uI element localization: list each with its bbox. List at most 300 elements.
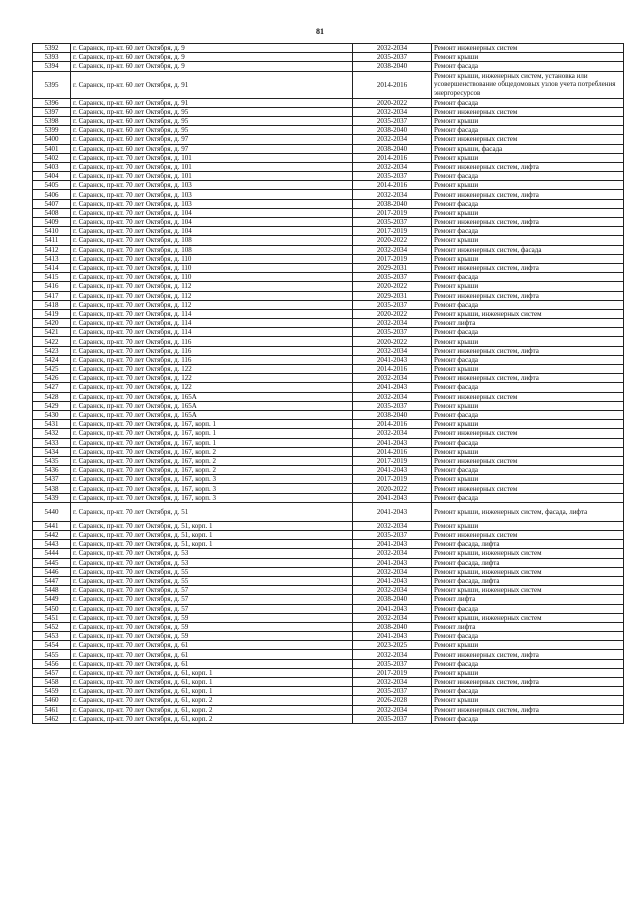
table-row [33,227,624,236]
cell-work-type: Ремонт инженерных систем [432,484,624,493]
cell-row-number: 5431 [33,420,71,429]
table-row [33,162,624,171]
cell-period: 2020-2022 [353,484,432,493]
cell-period: 2041-2043 [353,558,432,567]
cell-address: г. Саранск, пр-кт. 70 лет Октября, д. 104 [71,218,353,227]
cell-row-number: 5462 [33,714,71,723]
cell-row-number: 5448 [33,586,71,595]
cell-period: 2038-2040 [353,622,432,631]
cell-row-number: 5449 [33,595,71,604]
cell-address: г. Саранск, пр-кт. 70 лет Октября, д. 116 [71,346,353,355]
cell-address: г. Саранск, пр-кт. 70 лет Октября, д. 165А [71,410,353,419]
table-row [33,337,624,346]
cell-period: 2014-2016 [353,181,432,190]
cell-row-number: 5441 [33,521,71,530]
cell-period: 2017-2019 [353,475,432,484]
table-row [33,181,624,190]
table-row [33,392,624,401]
cell-address: г. Саранск, пр-кт. 60 лет Октября, д. 97 [71,144,353,153]
cell-row-number: 5425 [33,365,71,374]
cell-work-type: Ремонт лифта [432,595,624,604]
cell-period: 2017-2019 [353,254,432,263]
cell-row-number: 5442 [33,531,71,540]
cell-period: 2032-2034 [353,245,432,254]
cell-address: г. Саранск, пр-кт. 60 лет Октября, д. 95 [71,107,353,116]
cell-work-type: Ремонт крыши [432,475,624,484]
table-row [33,383,624,392]
cell-row-number: 5430 [33,410,71,419]
table-row [33,604,624,613]
cell-period: 2032-2034 [353,567,432,576]
cell-row-number: 5411 [33,236,71,245]
cell-period: 2035-2037 [353,53,432,62]
cell-work-type: Ремонт фасада [432,227,624,236]
cell-row-number: 5403 [33,162,71,171]
cell-address: г. Саранск, пр-кт. 70 лет Октября, д. 167, корп. 1 [71,438,353,447]
table-row [33,668,624,677]
table-row [33,586,624,595]
table-row [33,107,624,116]
cell-row-number: 5438 [33,484,71,493]
cell-address: г. Саранск, пр-кт. 60 лет Октября, д. 9 [71,44,353,53]
cell-period: 2041-2043 [353,576,432,585]
cell-work-type: Ремонт фасада [432,493,624,502]
cell-work-type: Ремонт фасада [432,438,624,447]
cell-period: 2038-2040 [353,62,432,71]
cell-address: г. Саранск, пр-кт. 70 лет Октября, д. 61, корп. 1 [71,687,353,696]
cell-work-type: Ремонт крыши, фасада [432,144,624,153]
cell-row-number: 5460 [33,696,71,705]
cell-work-type: Ремонт крыши, инженерных систем, фасада, лифта [432,502,624,521]
table-row [33,493,624,502]
cell-period: 2023-2025 [353,641,432,650]
cell-work-type: Ремонт крыши [432,337,624,346]
cell-period: 2035-2037 [353,172,432,181]
cell-row-number: 5424 [33,355,71,364]
cell-work-type: Ремонт крыши, инженерных систем [432,613,624,622]
cell-period: 2032-2034 [353,44,432,53]
table-row [33,576,624,585]
cell-period: 2035-2037 [353,273,432,282]
cell-address: г. Саранск, пр-кт. 70 лет Октября, д. 108 [71,236,353,245]
cell-period: 2032-2034 [353,650,432,659]
table-row [33,429,624,438]
cell-address: г. Саранск, пр-кт. 70 лет Октября, д. 51, корп. 1 [71,531,353,540]
table-row [33,466,624,475]
cell-period: 2017-2019 [353,227,432,236]
table-row [33,346,624,355]
cell-row-number: 5455 [33,650,71,659]
cell-address: г. Саранск, пр-кт. 70 лет Октября, д. 61 [71,659,353,668]
cell-work-type: Ремонт фасада [432,273,624,282]
cell-period: 2041-2043 [353,540,432,549]
table-row [33,282,624,291]
table-row [33,273,624,282]
cell-period: 2035-2037 [353,531,432,540]
cell-row-number: 5418 [33,300,71,309]
cell-work-type: Ремонт инженерных систем, лифта [432,346,624,355]
cell-address: г. Саранск, пр-кт. 70 лет Октября, д. 122 [71,383,353,392]
cell-work-type: Ремонт инженерных систем [432,392,624,401]
cell-period: 2035-2037 [353,659,432,668]
cell-work-type: Ремонт фасада, лифта [432,558,624,567]
cell-address: г. Саранск, пр-кт. 70 лет Октября, д. 51, корп. 1 [71,521,353,530]
cell-row-number: 5453 [33,632,71,641]
cell-row-number: 5436 [33,466,71,475]
cell-row-number: 5422 [33,337,71,346]
cell-period: 2032-2034 [353,162,432,171]
cell-address: г. Саранск, пр-кт. 70 лет Октября, д. 51 [71,502,353,521]
cell-address: г. Саранск, пр-кт. 70 лет Октября, д. 61, корп. 1 [71,668,353,677]
cell-row-number: 5406 [33,190,71,199]
cell-row-number: 5423 [33,346,71,355]
table-row [33,420,624,429]
cell-work-type: Ремонт инженерных систем [432,456,624,465]
cell-address: г. Саранск, пр-кт. 70 лет Октября, д. 114 [71,328,353,337]
cell-period: 2032-2034 [353,613,432,622]
cell-period: 2041-2043 [353,438,432,447]
cell-period: 2017-2019 [353,456,432,465]
cell-work-type: Ремонт фасада [432,199,624,208]
cell-period: 2014-2016 [353,365,432,374]
cell-row-number: 5432 [33,429,71,438]
cell-work-type: Ремонт инженерных систем [432,531,624,540]
cell-row-number: 5417 [33,291,71,300]
cell-work-type: Ремонт фасада [432,466,624,475]
cell-address: г. Саранск, пр-кт. 70 лет Октября, д. 167, корп. 3 [71,475,353,484]
cell-row-number: 5408 [33,208,71,217]
table-row [33,540,624,549]
cell-address: г. Саранск, пр-кт. 70 лет Октября, д. 167, корп. 1 [71,420,353,429]
cell-row-number: 5405 [33,181,71,190]
cell-row-number: 5458 [33,678,71,687]
cell-work-type: Ремонт инженерных систем [432,107,624,116]
cell-period: 2032-2034 [353,521,432,530]
cell-period: 2041-2043 [353,604,432,613]
cell-row-number: 5398 [33,116,71,125]
cell-address: г. Саранск, пр-кт. 70 лет Октября, д. 61, корп. 2 [71,696,353,705]
cell-work-type: Ремонт крыши [432,696,624,705]
cell-address: г. Саранск, пр-кт. 70 лет Октября, д. 59 [71,622,353,631]
cell-address: г. Саранск, пр-кт. 70 лет Октября, д. 57 [71,595,353,604]
cell-address: г. Саранск, пр-кт. 70 лет Октября, д. 57 [71,586,353,595]
table-row [33,62,624,71]
cell-work-type: Ремонт фасада [432,604,624,613]
cell-address: г. Саранск, пр-кт. 70 лет Октября, д. 61, корп. 1 [71,678,353,687]
page-number: 81 [316,27,324,36]
cell-row-number: 5427 [33,383,71,392]
table-row [33,135,624,144]
cell-row-number: 5434 [33,447,71,456]
cell-row-number: 5440 [33,502,71,521]
table-row [33,291,624,300]
table-row [33,218,624,227]
cell-row-number: 5446 [33,567,71,576]
table-row [33,714,624,723]
cell-work-type: Ремонт крыши [432,401,624,410]
cell-period: 2032-2034 [353,374,432,383]
cell-period: 2020-2022 [353,337,432,346]
cell-row-number: 5395 [33,71,71,98]
cell-period: 2041-2043 [353,502,432,521]
cell-period: 2026-2028 [353,696,432,705]
table-row [33,650,624,659]
table-row [33,365,624,374]
cell-address: г. Саранск, пр-кт. 70 лет Октября, д. 110 [71,263,353,272]
cell-period: 2038-2040 [353,144,432,153]
table-row [33,319,624,328]
cell-work-type: Ремонт инженерных систем [432,135,624,144]
cell-address: г. Саранск, пр-кт. 70 лет Октября, д. 104 [71,208,353,217]
table-body [33,44,624,724]
table-row [33,245,624,254]
cell-work-type: Ремонт инженерных систем, лифта [432,162,624,171]
cell-period: 2041-2043 [353,466,432,475]
cell-row-number: 5407 [33,199,71,208]
cell-row-number: 5454 [33,641,71,650]
table-row [33,355,624,364]
cell-row-number: 5450 [33,604,71,613]
cell-work-type: Ремонт фасада [432,355,624,364]
cell-row-number: 5443 [33,540,71,549]
cell-work-type: Ремонт крыши, инженерных систем [432,549,624,558]
cell-row-number: 5451 [33,613,71,622]
cell-work-type: Ремонт крыши [432,365,624,374]
cell-row-number: 5414 [33,263,71,272]
cell-address: г. Саранск, пр-кт. 70 лет Октября, д. 61 [71,650,353,659]
cell-period: 2035-2037 [353,300,432,309]
cell-address: г. Саранск, пр-кт. 70 лет Октября, д. 59 [71,632,353,641]
cell-work-type: Ремонт фасада [432,687,624,696]
cell-period: 2014-2016 [353,447,432,456]
cell-work-type: Ремонт фасада, лифта [432,540,624,549]
cell-address: г. Саранск, пр-кт. 70 лет Октября, д. 167, корп. 2 [71,447,353,456]
cell-row-number: 5413 [33,254,71,263]
cell-period: 2029-2031 [353,291,432,300]
cell-row-number: 5402 [33,153,71,162]
cell-period: 2032-2034 [353,319,432,328]
table-row [33,236,624,245]
cell-row-number: 5444 [33,549,71,558]
cell-address: г. Саранск, пр-кт. 70 лет Октября, д. 61 [71,641,353,650]
cell-period: 2041-2043 [353,493,432,502]
cell-row-number: 5456 [33,659,71,668]
table-row [33,116,624,125]
cell-address: г. Саранск, пр-кт. 70 лет Октября, д. 104 [71,227,353,236]
table-row [33,687,624,696]
cell-row-number: 5416 [33,282,71,291]
cell-work-type: Ремонт инженерных систем, лифта [432,190,624,199]
table-row [33,549,624,558]
cell-work-type: Ремонт лифта [432,622,624,631]
cell-address: г. Саранск, пр-кт. 60 лет Октября, д. 97 [71,135,353,144]
cell-period: 2014-2016 [353,71,432,98]
cell-period: 2038-2040 [353,126,432,135]
cell-work-type: Ремонт крыши [432,181,624,190]
cell-address: г. Саранск, пр-кт. 70 лет Октября, д. 167, корп. 3 [71,484,353,493]
cell-period: 2041-2043 [353,355,432,364]
table-row [33,254,624,263]
cell-row-number: 5452 [33,622,71,631]
cell-work-type: Ремонт фасада [432,62,624,71]
cell-period: 2020-2022 [353,236,432,245]
table-row [33,53,624,62]
cell-address: г. Саранск, пр-кт. 60 лет Октября, д. 9 [71,53,353,62]
table-row [33,190,624,199]
cell-row-number: 5421 [33,328,71,337]
cell-work-type: Ремонт крыши [432,420,624,429]
cell-address: г. Саранск, пр-кт. 70 лет Октября, д. 55 [71,567,353,576]
table-row [33,98,624,107]
cell-address: г. Саранск, пр-кт. 70 лет Октября, д. 55 [71,576,353,585]
cell-period: 2032-2034 [353,429,432,438]
cell-period: 2035-2037 [353,687,432,696]
cell-work-type: Ремонт инженерных систем, лифта [432,291,624,300]
table-row [33,44,624,53]
cell-period: 2032-2034 [353,392,432,401]
table-row [33,502,624,521]
cell-period: 2032-2034 [353,190,432,199]
cell-work-type: Ремонт фасада [432,328,624,337]
cell-work-type: Ремонт крыши [432,153,624,162]
table-row [33,484,624,493]
cell-address: г. Саранск, пр-кт. 60 лет Октября, д. 95 [71,116,353,125]
table-row [33,622,624,631]
cell-period: 2017-2019 [353,668,432,677]
cell-period: 2020-2022 [353,309,432,318]
cell-row-number: 5401 [33,144,71,153]
table-row [33,126,624,135]
cell-row-number: 5404 [33,172,71,181]
cell-work-type: Ремонт фасада [432,383,624,392]
cell-row-number: 5397 [33,107,71,116]
cell-row-number: 5420 [33,319,71,328]
cell-period: 2029-2031 [353,263,432,272]
table-row [33,567,624,576]
cell-work-type: Ремонт фасада [432,172,624,181]
cell-work-type: Ремонт инженерных систем [432,44,624,53]
cell-work-type: Ремонт крыши [432,116,624,125]
cell-work-type: Ремонт лифта [432,319,624,328]
cell-work-type: Ремонт инженерных систем, фасада [432,245,624,254]
cell-row-number: 5445 [33,558,71,567]
cell-period: 2017-2019 [353,208,432,217]
cell-period: 2035-2037 [353,328,432,337]
cell-period: 2035-2037 [353,116,432,125]
cell-address: г. Саранск, пр-кт. 70 лет Октября, д. 116 [71,355,353,364]
cell-work-type: Ремонт крыши [432,641,624,650]
cell-address: г. Саранск, пр-кт. 70 лет Октября, д. 103 [71,190,353,199]
table-row [33,410,624,419]
cell-period: 2041-2043 [353,383,432,392]
cell-work-type: Ремонт крыши, инженерных систем [432,586,624,595]
cell-work-type: Ремонт крыши [432,208,624,217]
cell-address: г. Саранск, пр-кт. 70 лет Октября, д. 101 [71,153,353,162]
table-row [33,447,624,456]
cell-row-number: 5437 [33,475,71,484]
cell-period: 2035-2037 [353,218,432,227]
cell-row-number: 5439 [33,493,71,502]
cell-work-type: Ремонт инженерных систем, лифта [432,374,624,383]
cell-row-number: 5400 [33,135,71,144]
cell-work-type: Ремонт фасада [432,659,624,668]
cell-row-number: 5435 [33,456,71,465]
table-row [33,705,624,714]
cell-row-number: 5410 [33,227,71,236]
cell-row-number: 5419 [33,309,71,318]
cell-work-type: Ремонт инженерных систем, лифта [432,218,624,227]
cell-work-type: Ремонт инженерных систем, лифта [432,263,624,272]
cell-address: г. Саранск, пр-кт. 70 лет Октября, д. 122 [71,374,353,383]
cell-address: г. Саранск, пр-кт. 70 лет Октября, д. 53 [71,549,353,558]
cell-period: 2032-2034 [353,705,432,714]
cell-work-type: Ремонт фасада [432,126,624,135]
cell-address: г. Саранск, пр-кт. 70 лет Октября, д. 112 [71,291,353,300]
cell-address: г. Саранск, пр-кт. 70 лет Октября, д. 110 [71,254,353,263]
cell-period: 2038-2040 [353,595,432,604]
cell-period: 2014-2016 [353,420,432,429]
cell-row-number: 5394 [33,62,71,71]
table-row [33,678,624,687]
cell-period: 2032-2034 [353,586,432,595]
table-row [33,300,624,309]
cell-period: 2014-2016 [353,153,432,162]
cell-address: г. Саранск, пр-кт. 70 лет Октября, д. 112 [71,300,353,309]
cell-work-type: Ремонт фасада, лифта [432,576,624,585]
cell-period: 2032-2034 [353,346,432,355]
table-row [33,263,624,272]
cell-row-number: 5428 [33,392,71,401]
cell-address: г. Саранск, пр-кт. 70 лет Октября, д. 103 [71,181,353,190]
table-row [33,401,624,410]
cell-row-number: 5457 [33,668,71,677]
cell-row-number: 5415 [33,273,71,282]
table-row [33,328,624,337]
cell-period: 2038-2040 [353,199,432,208]
table-row [33,71,624,98]
cell-work-type: Ремонт инженерных систем, лифта [432,650,624,659]
cell-address: г. Саранск, пр-кт. 70 лет Октября, д. 103 [71,199,353,208]
cell-work-type: Ремонт крыши, инженерных систем [432,567,624,576]
cell-work-type: Ремонт крыши [432,236,624,245]
table-row [33,641,624,650]
cell-work-type: Ремонт крыши [432,668,624,677]
cell-period: 2038-2040 [353,410,432,419]
cell-work-type: Ремонт крыши [432,53,624,62]
cell-address: г. Саранск, пр-кт. 70 лет Октября, д. 165А [71,392,353,401]
cell-row-number: 5396 [33,98,71,107]
table-row [33,172,624,181]
cell-period: 2032-2034 [353,678,432,687]
cell-address: г. Саранск, пр-кт. 70 лет Октября, д. 101 [71,162,353,171]
cell-address: г. Саранск, пр-кт. 70 лет Октября, д. 116 [71,337,353,346]
table-row [33,208,624,217]
cell-address: г. Саранск, пр-кт. 70 лет Октября, д. 51, корп. 1 [71,540,353,549]
cell-address: г. Саранск, пр-кт. 60 лет Октября, д. 9 [71,62,353,71]
cell-work-type: Ремонт крыши [432,282,624,291]
cell-period: 2035-2037 [353,401,432,410]
cell-period: 2020-2022 [353,98,432,107]
cell-address: г. Саранск, пр-кт. 70 лет Октября, д. 114 [71,319,353,328]
cell-row-number: 5393 [33,53,71,62]
table-row [33,659,624,668]
cell-work-type: Ремонт инженерных систем [432,429,624,438]
cell-row-number: 5429 [33,401,71,410]
cell-address: г. Саранск, пр-кт. 70 лет Октября, д. 108 [71,245,353,254]
cell-period: 2032-2034 [353,135,432,144]
cell-row-number: 5433 [33,438,71,447]
table-row [33,613,624,622]
